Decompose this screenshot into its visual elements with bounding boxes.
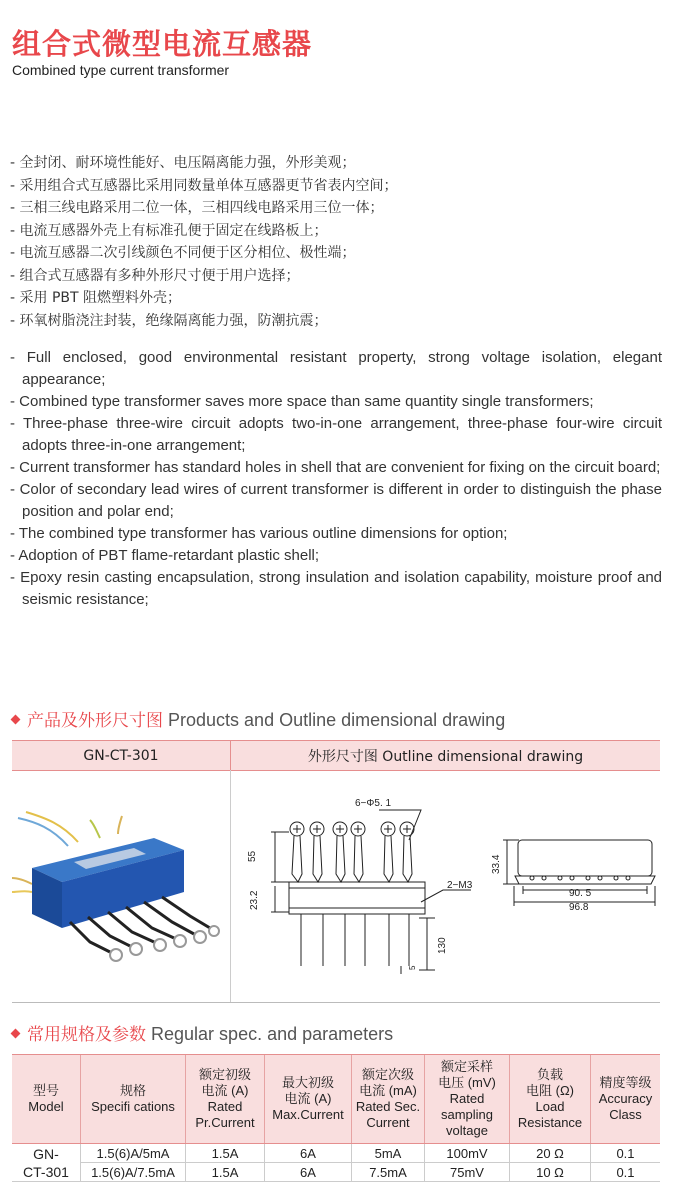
header-spec: 规格 Specifi cations xyxy=(81,1055,186,1144)
feature-item-cn: - 环氧树脂浇注封装，绝缘隔离能力强，防潮抗震； xyxy=(10,312,328,329)
feature-item-en: - Three-phase three-wire circuit adopts two-in-one arrangement, three-phase four-wire circuit adopts three-in-one arrangement; xyxy=(10,415,662,454)
spec-table-header-row xyxy=(12,1055,660,1144)
page-title: 组合式微型电流互感器 xyxy=(12,27,313,61)
dim-tip-label: 5 xyxy=(408,965,417,970)
spec-table xyxy=(12,1054,660,1182)
feature-item-en: - Adoption of PBT flame-retardant plastic shell; xyxy=(10,547,320,564)
outline-drawing xyxy=(231,770,660,1002)
feature-list-cn xyxy=(10,152,670,332)
screw-label: 2−M3 xyxy=(447,880,473,891)
feature-item-cn: - 电流互感器二次引线颜色不同便于区分相位、极性端； xyxy=(10,245,356,261)
feature-item-cn: - 采用 PBT 阻燃塑料外壳； xyxy=(10,290,182,306)
table-cell: 10 Ω xyxy=(510,1163,591,1182)
dim-body-label: 23.2 xyxy=(249,890,260,910)
header-rated-secondary: 额定次级 电流 (mA) Rated Sec. Current xyxy=(352,1055,425,1144)
feature-item-cn: - 三相三线电路采用二位一体，三相四线电路采用三位一体； xyxy=(10,200,384,216)
products-title-en: Products and Outline dimensional drawing xyxy=(168,710,506,730)
feature-item-en: - Current transformer has standard holes in shell that are convenient for fixing on the circuit board; xyxy=(10,459,661,476)
table-cell: 5mA xyxy=(352,1144,425,1163)
spec-title-en: Regular spec. and parameters xyxy=(151,1024,394,1044)
table-cell: 7.5mA xyxy=(352,1163,425,1182)
feature-item-cn: - 电流互感器外壳上有标准孔便于固定在线路板上； xyxy=(10,222,328,239)
header-rated-primary: 额定初级 电流 (A) Rated Pr.Current xyxy=(186,1055,265,1144)
dim-side-height-label: 33.4 xyxy=(491,854,502,874)
hole-dimension-label: 6−Φ5. 1 xyxy=(355,798,392,809)
table-cell: 20 Ω xyxy=(510,1144,591,1163)
table-row xyxy=(12,1163,660,1182)
feature-item-en: - The combined type transformer has various outline dimensions for option; xyxy=(10,525,508,542)
header-load-resistance: 负载 电阻 (Ω) Load Resistance xyxy=(510,1055,591,1144)
drawing-column-header: 外形尺寸图 Outline dimensional drawing xyxy=(307,748,584,765)
feature-item-cn: - 组合式互感器有多种外形尺寸便于用户选择； xyxy=(10,267,300,284)
table-cell: 0.1 xyxy=(591,1144,661,1163)
header-sampling-voltage: 额定采样 电压 (mV) Rated sampling voltage xyxy=(425,1055,510,1144)
dim-inner-width-label: 90. 5 xyxy=(569,888,592,899)
table-cell: 0.1 xyxy=(591,1163,661,1182)
dim-height-label: 55 xyxy=(247,850,258,862)
drawing-table-body xyxy=(12,770,660,1003)
table-cell: 6A xyxy=(265,1144,352,1163)
table-cell: 100mV xyxy=(425,1144,510,1163)
feature-list-en xyxy=(10,347,662,611)
product-photo xyxy=(12,770,230,1002)
diamond-bullet-icon xyxy=(11,714,21,724)
spec-section-title xyxy=(12,1020,393,1045)
table-row xyxy=(12,1144,660,1163)
terminal-rings xyxy=(290,822,414,836)
spec-title-cn: 常用规格及参数 xyxy=(27,1025,146,1045)
products-section-title xyxy=(12,706,505,731)
drawing-table-header xyxy=(12,740,660,771)
header-accuracy: 精度等级 Accuracy Class xyxy=(591,1055,661,1144)
table-cell: 1.5(6)A/5mA xyxy=(81,1144,186,1163)
model-column-header: GN-CT-301 xyxy=(12,741,231,770)
dim-outer-width-label: 96.8 xyxy=(569,902,589,913)
feature-item-en: - Full enclosed, good environmental resistant property, strong voltage isolation, elegant appearance; xyxy=(10,349,662,388)
header-max-current: 最大初级 电流 (A) Max.Current xyxy=(265,1055,352,1144)
table-cell: 1.5(6)A/7.5mA xyxy=(81,1163,186,1182)
table-cell: 6A xyxy=(265,1163,352,1182)
page-subtitle: Combined type current transformer xyxy=(12,62,230,78)
model-cell: GN- CT-301 xyxy=(12,1144,81,1182)
feature-item-en: - Epoxy resin casting encapsulation, strong insulation and isolation capability, moisture proof and seismic resistance; xyxy=(10,569,662,608)
diamond-bullet-icon xyxy=(11,1028,21,1038)
table-cell: 1.5A xyxy=(186,1144,265,1163)
products-title-cn: 产品及外形尺寸图 xyxy=(27,711,163,731)
feature-item-cn: - 全封闭、耐环境性能好、电压隔离能力强，外形美观； xyxy=(10,155,356,171)
header-model: 型号 Model xyxy=(12,1055,81,1144)
table-cell: 1.5A xyxy=(186,1163,265,1182)
dim-pin-label: 130 xyxy=(437,937,448,954)
feature-item-en: - Combined type transformer saves more space than same quantity single transformers; xyxy=(10,393,594,410)
table-cell: 75mV xyxy=(425,1163,510,1182)
feature-item-cn: - 采用组合式互感器比采用同数量单体互感器更节省表内空间； xyxy=(10,177,398,194)
feature-item-en: - Color of secondary lead wires of current transformer is different in order to distinguish the phase position and polar end; xyxy=(10,481,662,520)
